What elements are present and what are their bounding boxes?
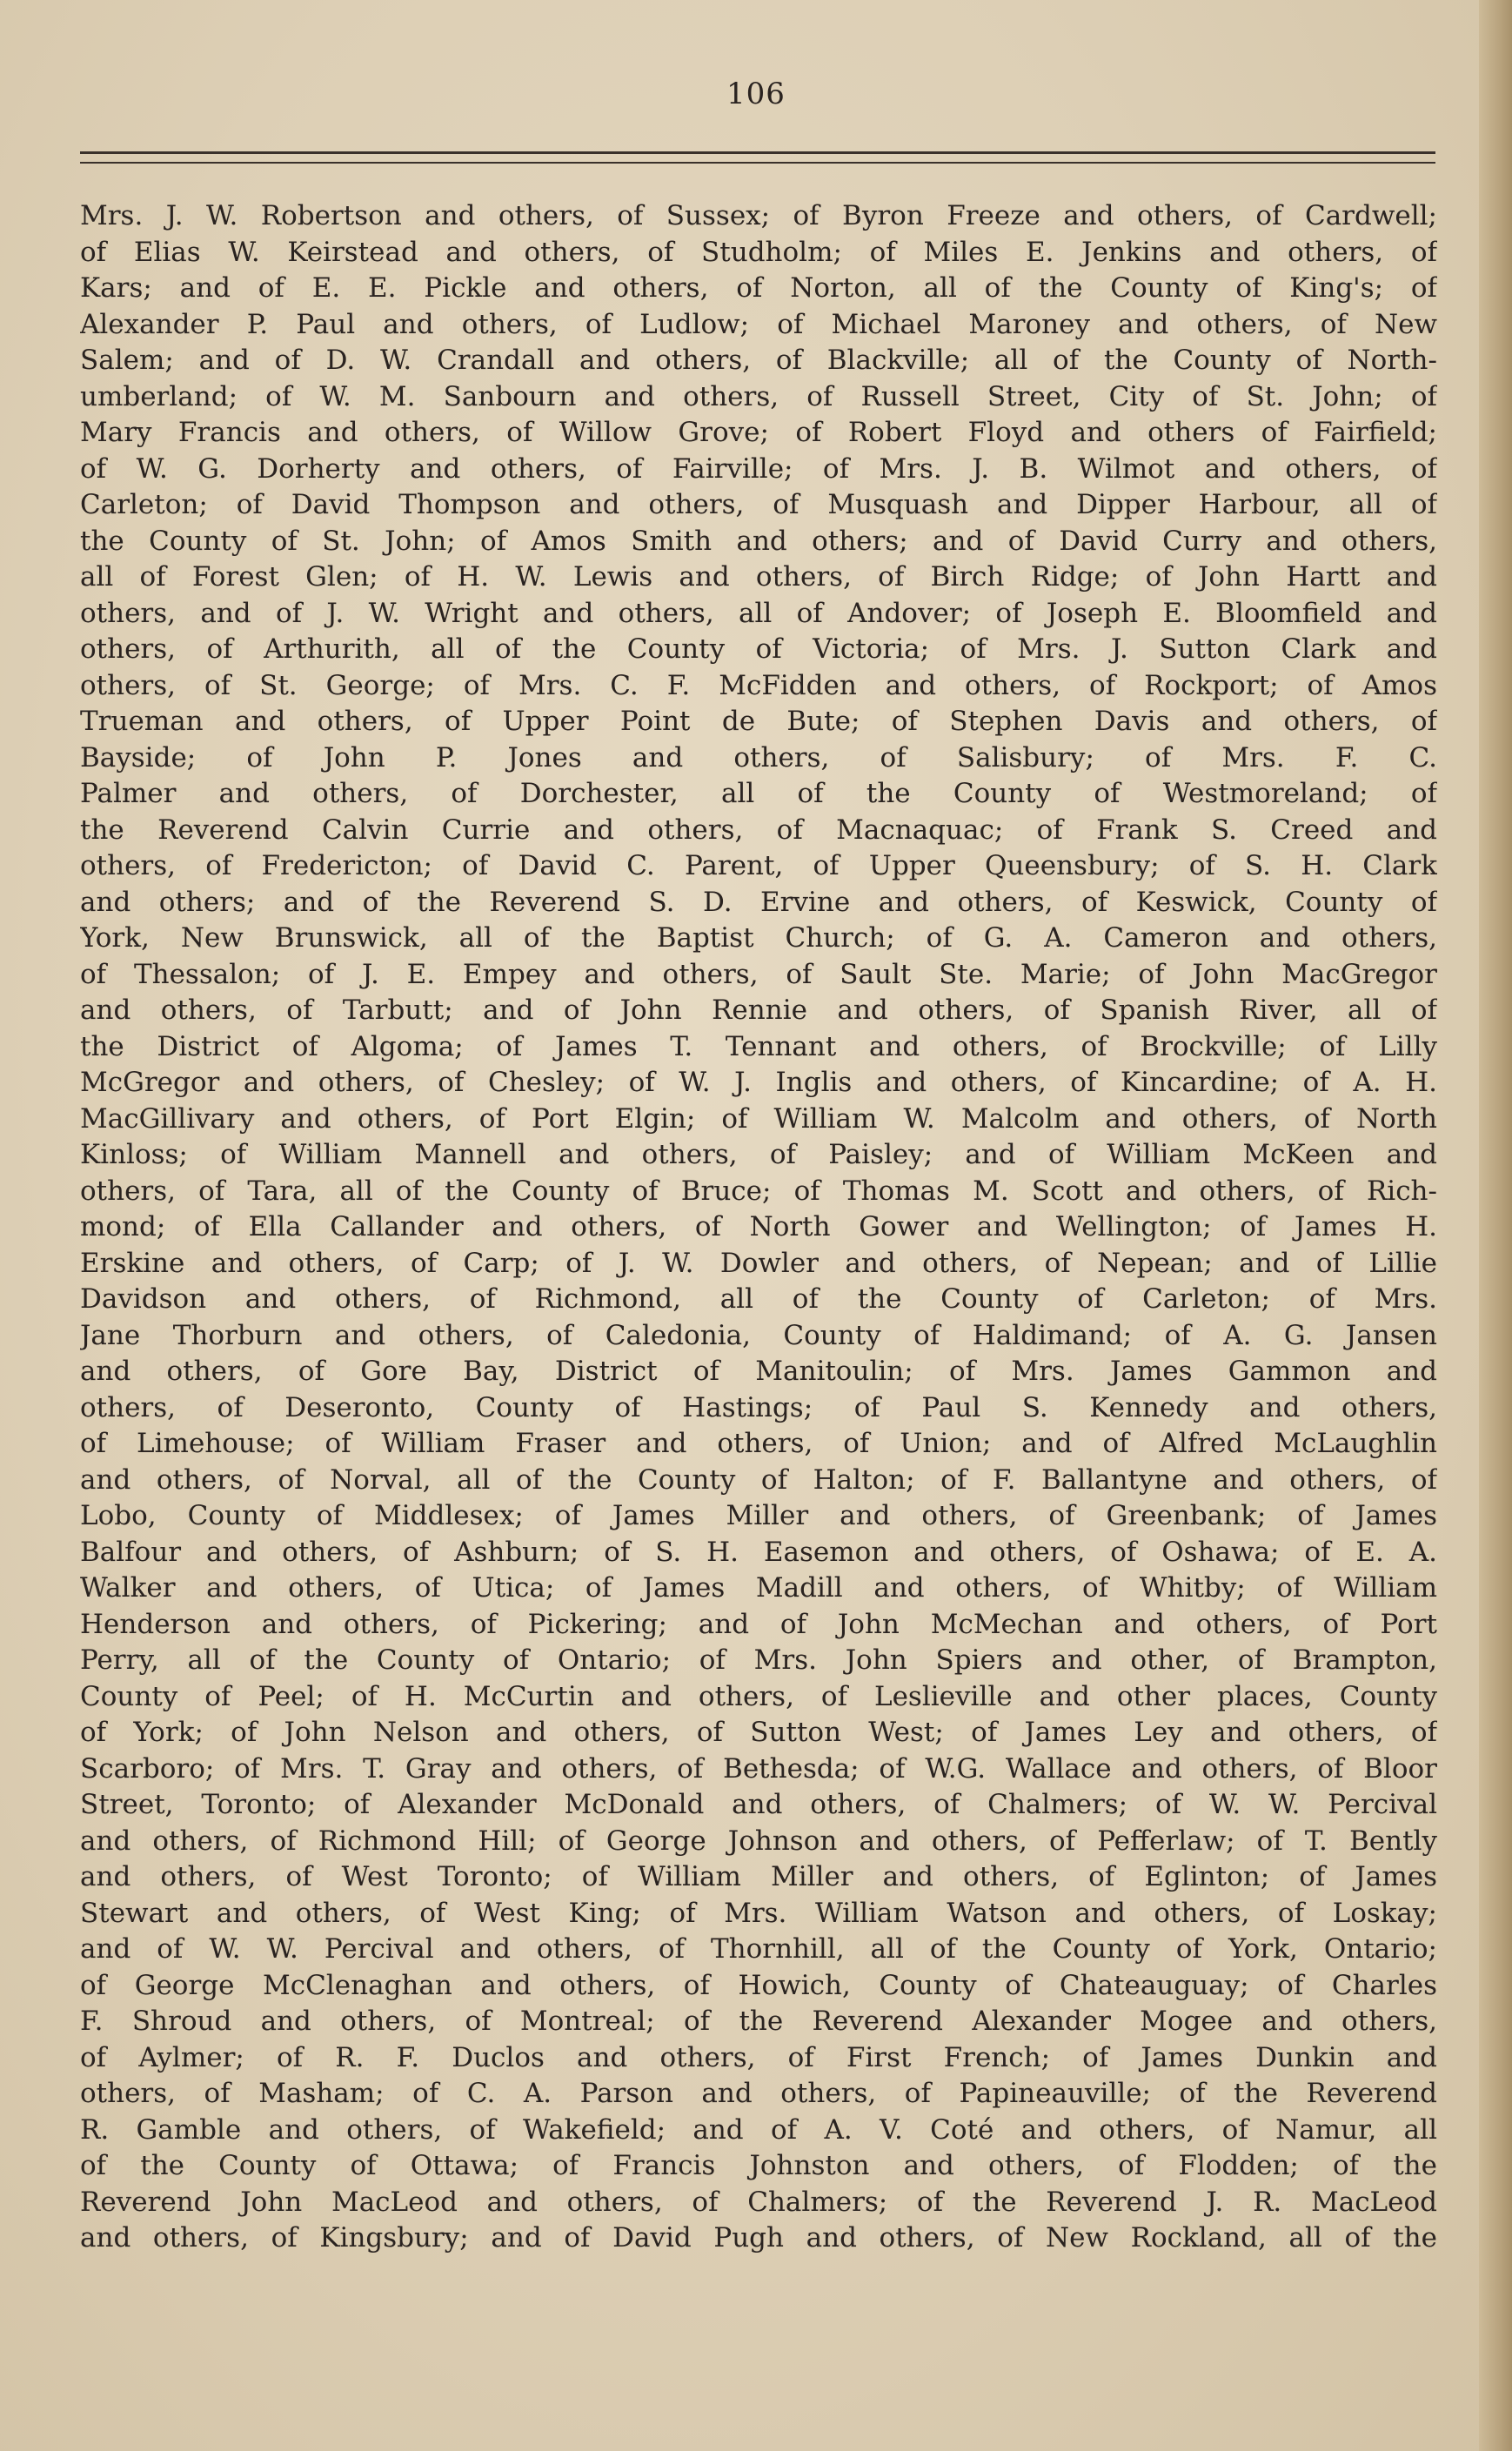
text-line: Kars; and of E. E. Pickle and others, of Norton, all of the County of King's; of bbox=[80, 272, 1437, 304]
text-line: Perry, all of the County of Ontario; of Mrs. John Spiers and other, of Brampton, bbox=[80, 1644, 1437, 1676]
text-line: Erskine and others, of Carp; of J. W. Dowler and others, of Nepean; and of Lillie bbox=[80, 1247, 1437, 1279]
text-line: and others, of West Toronto; of William Miller and others, of Eglinton; of James bbox=[80, 1861, 1437, 1892]
text-line: Palmer and others, of Dorchester, all of the County of Westmoreland; of bbox=[80, 778, 1437, 809]
text-line: the County of St. John; of Amos Smith and others; and of David Curry and others, bbox=[80, 525, 1437, 557]
text-line: Walker and others, of Utica; of James Madill and others, of Whitby; of William bbox=[80, 1572, 1437, 1604]
page-edge bbox=[1479, 0, 1512, 2451]
text-line: County of Peel; of H. McCurtin and others, of Leslieville and other places, County bbox=[80, 1680, 1437, 1712]
text-line: of the County of Ottawa; of Francis Johnston and others, of Flodden; of the bbox=[80, 2150, 1437, 2181]
text-line: of Aylmer; of R. F. Duclos and others, of First French; of James Dunkin and bbox=[80, 2041, 1437, 2073]
text-line: Jane Thorburn and others, of Caledonia, County of Haldimand; of A. G. Jansen bbox=[80, 1319, 1437, 1351]
text-line: and others, of Kingsbury; and of David Pugh and others, of New Rockland, all of the bbox=[80, 2222, 1437, 2253]
text-line: Stewart and others, of West King; of Mrs. William Watson and others, of Loskay; bbox=[80, 1897, 1437, 1929]
text-line: Balfour and others, of Ashburn; of S. H. Easemon and others, of Oshawa; of E. A. bbox=[80, 1536, 1437, 1568]
text-line: Lobo, County of Middlesex; of James Miller and others, of Greenbank; of James bbox=[80, 1500, 1437, 1531]
text-line: of Elias W. Keirstead and others, of Studholm; of Miles E. Jenkins and others, of bbox=[80, 236, 1437, 268]
text-line: Trueman and others, of Upper Point de Bute; of Stephen Davis and others, of bbox=[80, 706, 1437, 737]
text-line: York, New Brunswick, all of the Baptist Church; of G. A. Cameron and others, bbox=[80, 922, 1437, 954]
text-line: Alexander P. Paul and others, of Ludlow; of Michael Maroney and others, of New bbox=[80, 308, 1437, 340]
body-text bbox=[80, 198, 1437, 2257]
text-line: Street, Toronto; of Alexander McDonald and others, of Chalmers; of W. W. Percival bbox=[80, 1789, 1437, 1820]
text-line: Mrs. J. W. Robertson and others, of Sussex; of Byron Freeze and others, of Cardwell; bbox=[80, 200, 1437, 231]
text-line: Salem; and of D. W. Crandall and others, of Blackville; all of the County of North- bbox=[80, 345, 1437, 376]
text-line: of Limehouse; of William Fraser and others, of Union; and of Alfred McLaughlin bbox=[80, 1428, 1437, 1459]
text-line: of George McClenaghan and others, of Howich, County of Chateauguay; of Charles bbox=[80, 1969, 1437, 2001]
text-line: of York; of John Nelson and others, of Sutton West; of James Ley and others, of bbox=[80, 1717, 1437, 1748]
text-line: F. Shroud and others, of Montreal; of the Reverend Alexander Mogee and others, bbox=[80, 2006, 1437, 2037]
text-line: McGregor and others, of Chesley; of W. J. Inglis and others, of Kincardine; of A. H. bbox=[80, 1067, 1437, 1098]
text-line: MacGillivary and others, of Port Elgin; of William W. Malcolm and others, of North bbox=[80, 1102, 1437, 1135]
text-line: all of Forest Glen; of H. W. Lewis and others, of Birch Ridge; of John Hartt and bbox=[80, 561, 1437, 593]
header-rule-top bbox=[80, 151, 1435, 154]
text-line: of Thessalon; of J. E. Empey and others, of Sault Ste. Marie; of John MacGregor bbox=[80, 958, 1437, 990]
text-line: others, of Fredericton; of David C. Parent, of Upper Queensbury; of S. H. Clark bbox=[80, 850, 1437, 881]
text-line: and others, of Tarbutt; and of John Rennie and others, of Spanish River, all of bbox=[80, 994, 1437, 1026]
text-line: Reverend John MacLeod and others, of Chalmers; of the Reverend J. R. MacLeod bbox=[80, 2186, 1437, 2218]
text-line: of W. G. Dorherty and others, of Fairville; of Mrs. J. B. Wilmot and others, of bbox=[80, 452, 1437, 485]
text-line: others, of St. George; of Mrs. C. F. McFidden and others, of Rockport; of Amos bbox=[80, 669, 1437, 701]
text-line: Davidson and others, of Richmond, all of the County of Carleton; of Mrs. bbox=[80, 1283, 1437, 1315]
text-line: the Reverend Calvin Currie and others, of Macnaquac; of Frank S. Creed and bbox=[80, 814, 1437, 846]
header-rule-bottom bbox=[80, 162, 1435, 164]
text-line: and others; and of the Reverend S. D. Ervine and others, of Keswick, County of bbox=[80, 886, 1437, 918]
text-line: others, of Deseronto, County of Hastings; of Paul S. Kennedy and others, bbox=[80, 1391, 1437, 1423]
text-line: Kinloss; of William Mannell and others, of Paisley; and of William McKeen and bbox=[80, 1139, 1437, 1170]
text-line: others, and of J. W. Wright and others, all of Andover; of Joseph E. Bloomfield and bbox=[80, 597, 1437, 629]
text-line: Scarboro; of Mrs. T. Gray and others, of Bethesda; of W.G. Wallace and others, of Bloor bbox=[80, 1752, 1437, 1785]
text-line: Mary Francis and others, of Willow Grove; of Robert Floyd and others of Fairfield; bbox=[80, 417, 1437, 448]
text-line: Carleton; of David Thompson and others, of Musquash and Dipper Harbour, all of bbox=[80, 489, 1437, 520]
text-line: Bayside; of John P. Jones and others, of Salisbury; of Mrs. F. C. bbox=[80, 741, 1437, 773]
text-line: and others, of Richmond Hill; of George Johnson and others, of Pefferlaw; of T. Bently bbox=[80, 1825, 1437, 1857]
text-line: R. Gamble and others, of Wakefield; and of A. V. Coté and others, of Namur, all bbox=[80, 2113, 1437, 2146]
text-line: umberland; of W. M. Sanbourn and others, of Russell Street, City of St. John; of bbox=[80, 380, 1437, 412]
text-line: and others, of Gore Bay, District of Manitoulin; of Mrs. James Gammon and bbox=[80, 1356, 1437, 1387]
text-line: and of W. W. Percival and others, of Thornhill, all of the County of York, Ontario; bbox=[80, 1933, 1437, 1965]
text-line: others, of Tara, all of the County of Bruce; of Thomas M. Scott and others, of Rich- bbox=[80, 1175, 1437, 1207]
text-line: others, of Masham; of C. A. Parson and others, of Papineauville; of the Reverend bbox=[80, 2078, 1437, 2109]
text-line: mond; of Ella Callander and others, of North Gower and Wellington; of James H. bbox=[80, 1211, 1437, 1242]
text-line: and others, of Norval, all of the County of Halton; of F. Ballantyne and others, of bbox=[80, 1463, 1437, 1496]
page-number: 106 bbox=[726, 77, 786, 111]
text-line: the District of Algoma; of James T. Tennant and others, of Brockville; of Lilly bbox=[80, 1030, 1437, 1062]
text-line: others, of Arthurith, all of the County of Victoria; of Mrs. J. Sutton Clark and bbox=[80, 633, 1437, 665]
text-line: Henderson and others, of Pickering; and of John McMechan and others, of Port bbox=[80, 1608, 1437, 1640]
